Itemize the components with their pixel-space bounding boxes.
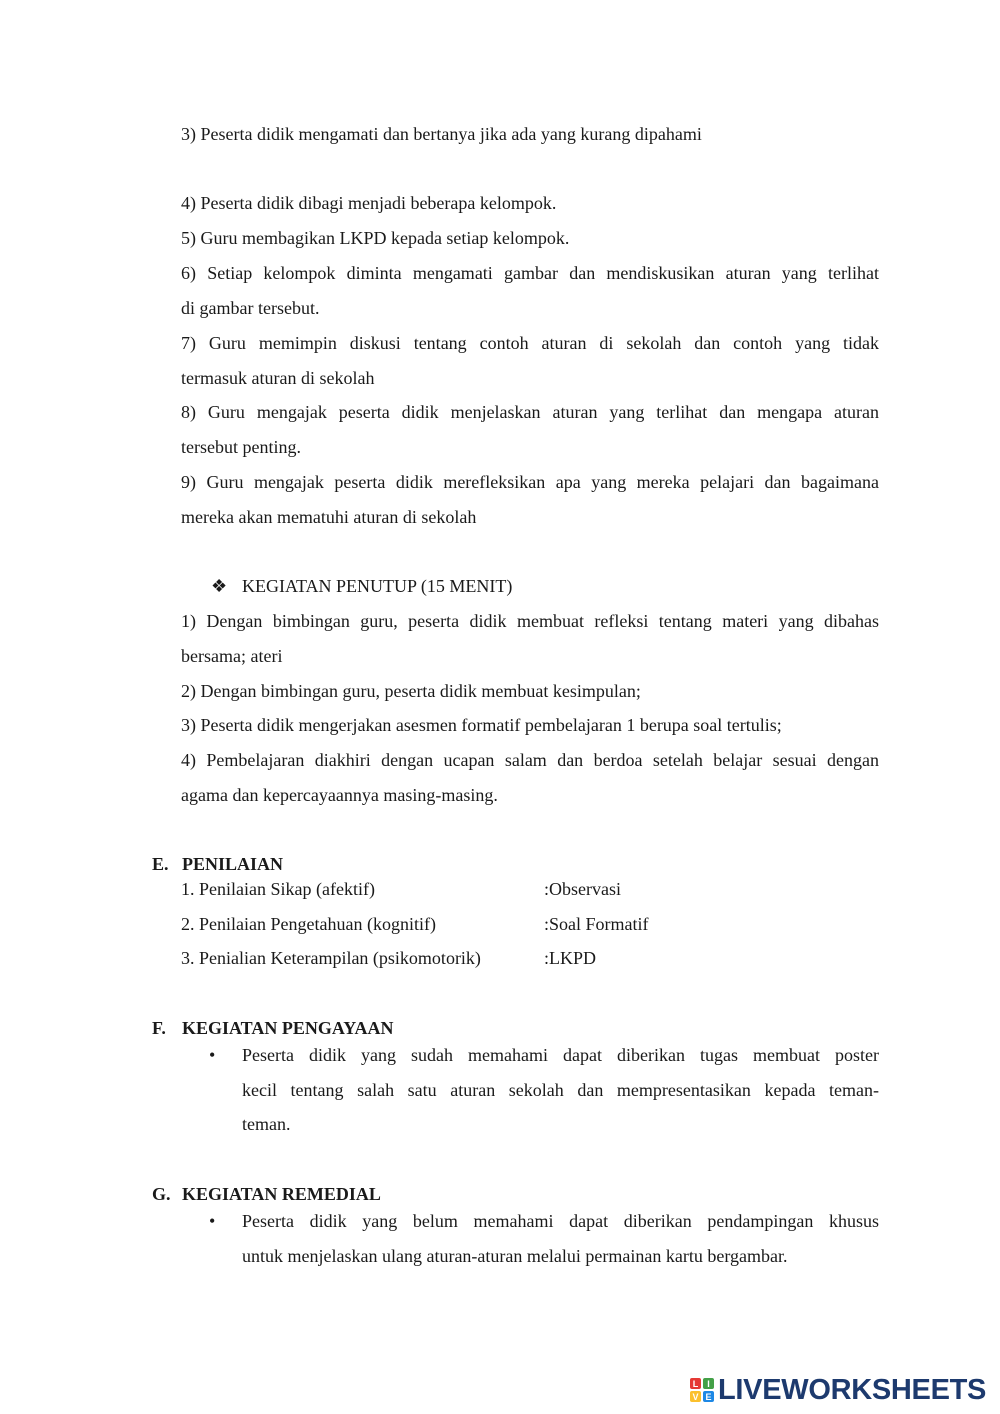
assessment-row-value: :Observasi xyxy=(544,879,621,899)
step-7-line-1: 7) Guru memimpin diskusi tentang contoh aturan di sekolah dan contoh yang tidak xyxy=(181,333,879,353)
section-g-title: KEGIATAN REMEDIAL xyxy=(182,1184,381,1204)
pengayaan-line-1: Peserta didik yang sudah memahami dapat diberikan tugas membuat poster xyxy=(242,1045,879,1065)
section-g-heading xyxy=(152,1182,381,1206)
logo-letter-l: L xyxy=(690,1378,701,1389)
remedial-bullet-icon: • xyxy=(209,1211,216,1231)
section-e-letter: E. xyxy=(152,854,169,874)
assessment-row-label: 1. Penilaian Sikap (afektif) xyxy=(181,879,375,899)
section-f-letter: F. xyxy=(152,1018,166,1038)
assessment-row-label: 2. Penilaian Pengetahuan (kognitif) xyxy=(181,914,436,934)
step-6-line-2: di gambar tersebut. xyxy=(181,298,320,318)
closing-item-4-line-1: 4) Pembelajaran diakhiri dengan ucapan salam dan berdoa setelah belajar sesuai dengan xyxy=(181,750,879,770)
closing-item-3: 3) Peserta didik mengerjakan asesmen formatif pembelajaran 1 berupa soal tertulis; xyxy=(181,715,782,735)
remedial-line-1: Peserta didik yang belum memahami dapat diberikan pendampingan khusus xyxy=(242,1211,879,1231)
pengayaan-line-2: kecil tentang salah satu aturan sekolah dan mempresentasikan kepada teman- xyxy=(242,1080,879,1100)
step-7-line-2: termasuk aturan di sekolah xyxy=(181,368,375,388)
step-8-line-2: tersebut penting. xyxy=(181,437,301,457)
pengayaan-bullet-icon: • xyxy=(209,1045,216,1065)
closing-item-2: 2) Dengan bimbingan guru, peserta didik membuat kesimpulan; xyxy=(181,681,641,701)
logo-text: LIVEWORKSHEETS xyxy=(718,1373,987,1406)
logo-letter-e: E xyxy=(703,1391,714,1402)
pengayaan-line-3: teman. xyxy=(242,1114,291,1134)
closing-item-1-line-1: 1) Dengan bimbingan guru, peserta didik membuat refleksi tentang materi yang dibahas xyxy=(181,611,879,631)
step-8-line-1: 8) Guru mengajak peserta didik menjelaskan aturan yang terlihat dan mengapa aturan xyxy=(181,402,879,422)
section-e-title: PENILAIAN xyxy=(182,854,284,874)
assessment-row-value: :LKPD xyxy=(544,948,597,968)
liveworksheets-logo[interactable] xyxy=(690,1373,990,1407)
closing-item-1-line-2: bersama; ateri xyxy=(181,646,283,666)
step-9-line-1: 9) Guru mengajak peserta didik merefleksikan apa yang mereka pelajari dan bagaimana xyxy=(181,472,879,492)
step-5: 5) Guru membagikan LKPD kepada setiap kelompok. xyxy=(181,228,570,248)
assessment-row-value: :Soal Formatif xyxy=(544,914,649,934)
remedial-line-2: untuk menjelaskan ulang aturan-aturan melalui permainan kartu bergambar. xyxy=(242,1246,788,1266)
section-f-heading xyxy=(152,1016,394,1040)
step-9-line-2: mereka akan mematuhi aturan di sekolah xyxy=(181,507,477,527)
closing-bullet-icon: ❖ xyxy=(211,576,228,596)
section-e-heading xyxy=(152,852,283,876)
closing-item-4-line-2: agama dan kepercayaannya masing-masing. xyxy=(181,785,498,805)
assessment-row-label: 3. Penialian Keterampilan (psikomotorik) xyxy=(181,948,481,968)
logo-letter-v: V xyxy=(690,1391,701,1402)
logo-grid-icon xyxy=(690,1378,714,1402)
section-g-letter: G. xyxy=(152,1184,171,1204)
step-3: 3) Peserta didik mengamati dan bertanya jika ada yang kurang dipahami xyxy=(181,124,702,144)
closing-heading: KEGIATAN PENUTUP (15 MENIT) xyxy=(242,576,513,596)
step-6-line-1: 6) Setiap kelompok diminta mengamati gambar dan mendiskusikan aturan yang terlihat xyxy=(181,263,879,283)
step-4: 4) Peserta didik dibagi menjadi beberapa kelompok. xyxy=(181,193,557,213)
section-f-title: KEGIATAN PENGAYAAN xyxy=(182,1018,394,1038)
logo-letter-i: I xyxy=(703,1378,714,1389)
